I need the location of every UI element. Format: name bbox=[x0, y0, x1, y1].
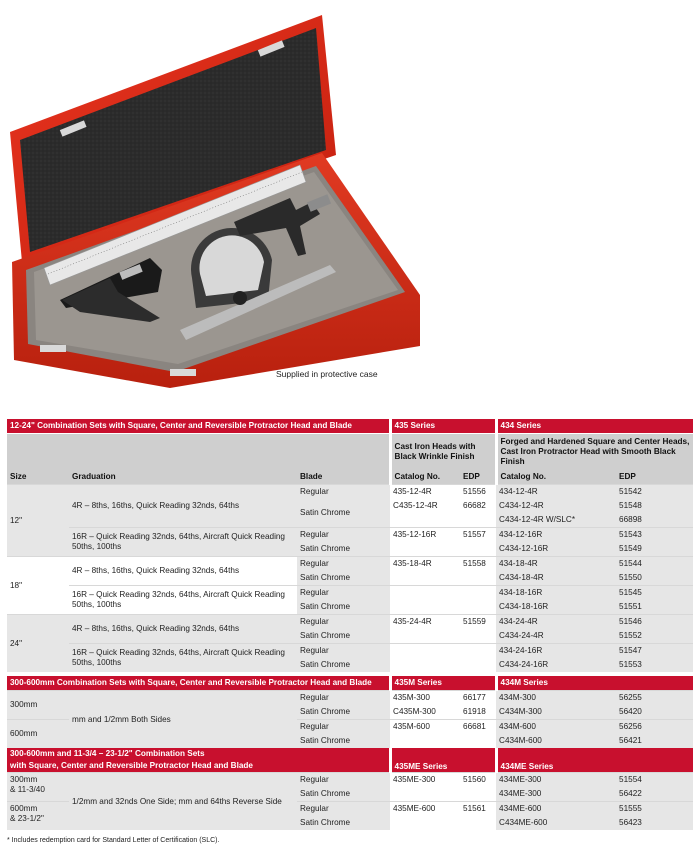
size-line: 600mm bbox=[10, 804, 38, 813]
edp-cell: 56422 bbox=[616, 787, 693, 802]
table-title-line1: 300-600mm and 11-3/4 – 23-1/2" Combination Sets bbox=[7, 748, 390, 760]
blade-cell: Satin Chrome bbox=[297, 658, 390, 672]
edp-cell: 56255 bbox=[616, 691, 693, 706]
size-line: 300mm bbox=[10, 775, 38, 784]
catalog-cell: C434-12-16R bbox=[496, 542, 616, 557]
edp-cell: 51553 bbox=[616, 658, 693, 672]
catalog-cell: 434-18-4R bbox=[496, 557, 616, 572]
blade-cell: Satin Chrome bbox=[297, 600, 390, 615]
col-catalog-434: Catalog No. bbox=[496, 470, 616, 485]
blade-cell: Satin Chrome bbox=[297, 816, 390, 830]
edp-cell: 51555 bbox=[616, 802, 693, 817]
graduation-cell: 4R – 8ths, 16ths, Quick Reading 32nds, 64ths bbox=[69, 557, 297, 586]
catalog-cell: 434-24-16R bbox=[496, 644, 616, 659]
size-cell: 18" bbox=[7, 557, 69, 615]
product-photo-protective-case bbox=[0, 0, 700, 400]
blade-cell: Regular bbox=[297, 720, 390, 735]
size-cell: 300mm bbox=[7, 691, 69, 720]
edp-cell: 66682 bbox=[463, 501, 486, 510]
catalog-cell: 435-18-4R bbox=[390, 557, 460, 572]
blade-cell: Regular bbox=[297, 802, 390, 817]
finish-434: Forged and Hardened Square and Center Heads, Cast Iron Protractor Head with Smooth Black Finish bbox=[496, 434, 693, 471]
series-434m-label: 434M Series bbox=[496, 676, 693, 691]
col-edp-434: EDP bbox=[616, 470, 693, 485]
edp-cell: 51547 bbox=[616, 644, 693, 659]
edp-cell: 61918 bbox=[463, 707, 486, 716]
table-12-24-combination-sets bbox=[7, 419, 693, 672]
blade-cell: Regular bbox=[297, 644, 390, 659]
edp-cell: 51543 bbox=[616, 528, 693, 543]
col-graduation: Graduation bbox=[69, 470, 297, 485]
edp-cell: 51551 bbox=[616, 600, 693, 615]
catalog-cell: C434-18-4R bbox=[496, 571, 616, 586]
edp-cell: 56420 bbox=[616, 705, 693, 720]
blade-cell: Satin Chrome bbox=[297, 629, 390, 644]
catalog-cell: 434ME-300 bbox=[496, 773, 616, 788]
size-cell bbox=[7, 773, 69, 802]
catalog-cell: C435M-300 bbox=[393, 707, 436, 716]
edp-cell: 51550 bbox=[616, 571, 693, 586]
series-435m-label: 435M Series bbox=[390, 676, 496, 691]
catalog-cell: C434-24-16R bbox=[496, 658, 616, 672]
table-300-600mm-combination-sets bbox=[7, 676, 693, 748]
table-row bbox=[7, 773, 693, 788]
series-435me-label: 435ME Series bbox=[390, 748, 496, 773]
edp-cell: 51545 bbox=[616, 586, 693, 601]
col-edp-435: EDP bbox=[460, 470, 496, 485]
edp-cell: 51557 bbox=[460, 528, 496, 543]
edp-cell: 66681 bbox=[460, 720, 496, 735]
edp-cell: 51556 bbox=[460, 485, 496, 500]
blade-cell: Regular bbox=[297, 485, 390, 500]
table-title: 300-600mm Combination Sets with Square, Center and Reversible Protractor Head and Blade bbox=[7, 676, 390, 691]
blade-cell: Regular bbox=[297, 586, 390, 601]
catalog-cell: 435-12-4R bbox=[390, 485, 460, 500]
edp-cell: 56423 bbox=[616, 816, 693, 830]
catalog-cell: 434ME-600 bbox=[496, 802, 616, 817]
edp-cell: 51561 bbox=[460, 802, 496, 817]
catalog-cell: 435M-600 bbox=[390, 720, 460, 735]
size-cell bbox=[7, 802, 69, 831]
catalog-cell: C434-12-4R W/SLC* bbox=[496, 513, 616, 528]
edp-cell: 51559 bbox=[460, 615, 496, 630]
edp-cell: 51548 bbox=[616, 499, 693, 513]
catalog-cell: 434M-300 bbox=[496, 691, 616, 706]
photo-caption: Supplied in protective case bbox=[276, 369, 378, 379]
catalog-cell: C434M-300 bbox=[496, 705, 616, 720]
catalog-cell: C434-18-16R bbox=[496, 600, 616, 615]
graduation-cell: 1/2mm and 32nds One Side; mm and 64ths Reverse Side bbox=[69, 773, 297, 831]
catalog-cell: C434M-600 bbox=[496, 734, 616, 748]
blade-cell: Regular bbox=[297, 615, 390, 630]
size-line: & 23-1/2" bbox=[10, 814, 44, 823]
blade-cell: Regular bbox=[297, 557, 390, 572]
table-row bbox=[7, 644, 693, 659]
catalog-cell: 435-12-16R bbox=[390, 528, 460, 543]
catalog-cell: 435M-300 bbox=[390, 691, 460, 706]
edp-cell: 51546 bbox=[616, 615, 693, 630]
edp-cell: 51558 bbox=[460, 557, 496, 572]
series-434-label: 434 Series bbox=[496, 419, 693, 434]
edp-cell: 51544 bbox=[616, 557, 693, 572]
catalog-cell: 434ME-300 bbox=[496, 787, 616, 802]
blade-cell: Regular bbox=[297, 528, 390, 543]
graduation-cell: 4R – 8ths, 16ths, Quick Reading 32nds, 64ths bbox=[69, 615, 297, 644]
col-catalog-435: Catalog No. bbox=[390, 470, 460, 485]
table-row bbox=[7, 528, 693, 543]
table-row bbox=[7, 586, 693, 601]
catalog-cell: 435ME-600 bbox=[390, 802, 460, 817]
blade-cell: Satin Chrome bbox=[297, 499, 390, 528]
catalog-cell: 435ME-300 bbox=[390, 773, 460, 788]
col-size: Size bbox=[7, 470, 69, 485]
graduation-cell: 16R – Quick Reading 32nds, 64ths, Aircraft Quick Reading 50ths, 100ths bbox=[69, 528, 297, 557]
catalog-cell: 434-12-4R bbox=[496, 485, 616, 500]
table-row bbox=[7, 615, 693, 630]
table-title-line2: with Square, Center and Reversible Protractor Head and Blade bbox=[7, 760, 390, 773]
table-row bbox=[7, 691, 693, 706]
size-cell: 24" bbox=[7, 615, 69, 673]
catalog-cell: 434-24-4R bbox=[496, 615, 616, 630]
blade-cell: Satin Chrome bbox=[297, 787, 390, 802]
edp-cell: 66177 bbox=[460, 691, 496, 706]
col-blade: Blade bbox=[297, 470, 390, 485]
blade-cell: Satin Chrome bbox=[297, 542, 390, 557]
graduation-cell: 4R – 8ths, 16ths, Quick Reading 32nds, 64ths bbox=[69, 485, 297, 528]
graduation-cell: 16R – Quick Reading 32nds, 64ths, Aircraft Quick Reading 50ths, 100ths bbox=[69, 644, 297, 673]
table-row bbox=[7, 485, 693, 500]
size-line: & 11-3/40 bbox=[10, 785, 45, 794]
edp-cell: 51549 bbox=[616, 542, 693, 557]
edp-cell: 66898 bbox=[616, 513, 693, 528]
series-434me-label: 434ME Series bbox=[496, 748, 693, 773]
catalog-cell: C434-24-4R bbox=[496, 629, 616, 644]
footnote: * Includes redemption card for Standard Letter of Certification (SLC). bbox=[7, 837, 220, 844]
blade-cell: Satin Chrome bbox=[297, 571, 390, 586]
edp-cell: 51560 bbox=[460, 773, 496, 788]
catalog-cell: 434M-600 bbox=[496, 720, 616, 735]
blade-cell: Satin Chrome bbox=[297, 705, 390, 720]
blade-cell: Regular bbox=[297, 773, 390, 788]
catalog-cell: 435-24-4R bbox=[390, 615, 460, 630]
table-300-600mm-and-inch-combination-sets bbox=[7, 748, 693, 830]
edp-cell: 51552 bbox=[616, 629, 693, 644]
graduation-cell: mm and 1/2mm Both Sides bbox=[69, 691, 297, 749]
catalog-cell: C435-12-4R bbox=[393, 501, 438, 510]
catalog-cell: C434-12-4R bbox=[496, 499, 616, 513]
edp-cell: 51542 bbox=[616, 485, 693, 500]
edp-cell: 51554 bbox=[616, 773, 693, 788]
series-435-label: 435 Series bbox=[390, 419, 496, 434]
blade-cell: Regular bbox=[297, 691, 390, 706]
size-cell: 600mm bbox=[7, 720, 69, 749]
edp-cell: 56256 bbox=[616, 720, 693, 735]
blade-cell: Satin Chrome bbox=[297, 734, 390, 748]
edp-cell: 56421 bbox=[616, 734, 693, 748]
table-title: 12-24" Combination Sets with Square, Center and Reversible Protractor Head and Blade bbox=[7, 419, 390, 434]
catalog-cell: 434-18-16R bbox=[496, 586, 616, 601]
table-row bbox=[7, 557, 693, 572]
catalog-cell: C434ME-600 bbox=[496, 816, 616, 830]
graduation-cell: 16R – Quick Reading 32nds, 64ths, Aircraft Quick Reading 50ths, 100ths bbox=[69, 586, 297, 615]
size-cell: 12" bbox=[7, 485, 69, 557]
finish-435: Cast Iron Heads with Black Wrinkle Finish bbox=[390, 434, 496, 471]
catalog-cell: 434-12-16R bbox=[496, 528, 616, 543]
